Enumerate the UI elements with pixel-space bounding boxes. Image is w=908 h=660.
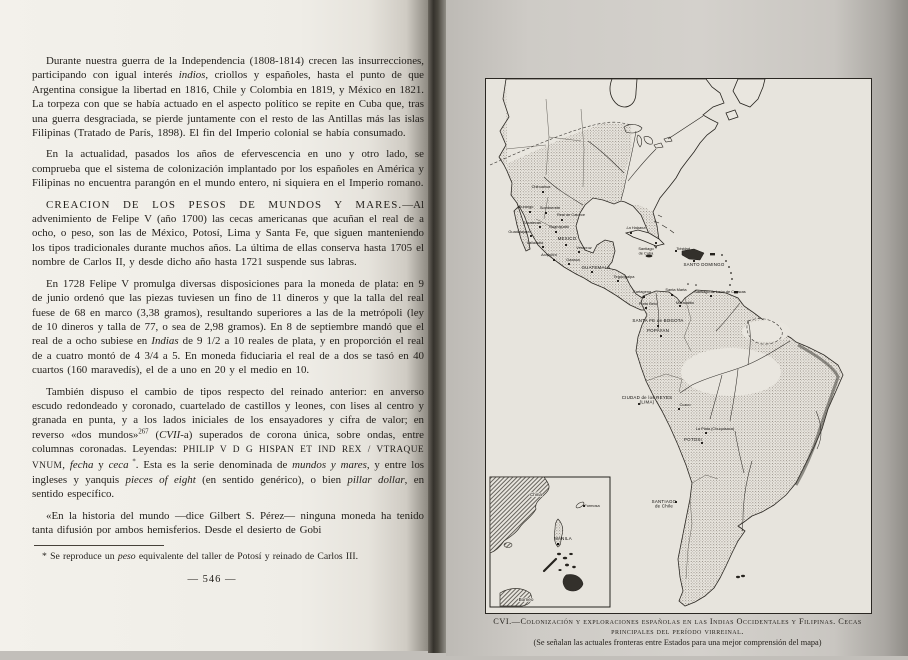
- map-label: Durango: [518, 204, 534, 209]
- map-label: Zacatecas: [523, 220, 541, 225]
- map-label: SANTO DOMINGO: [683, 262, 725, 267]
- figure-caption: [477, 617, 878, 648]
- footnote-rule: [34, 545, 164, 546]
- text-run: Indias: [151, 335, 179, 348]
- text-run: Durante nuestra guerra de la Independencia (1808-1814) crecen las insurrecciones, participando con igual interés: [32, 55, 424, 82]
- map-label: CIUDAD de los REYES (LIMA): [621, 395, 673, 405]
- city-marker: [530, 235, 532, 237]
- city-marker: [671, 294, 673, 296]
- city-marker: [568, 263, 570, 265]
- city-marker: [679, 305, 681, 307]
- figure-caption-line1: CVI.—Colonización y exploraciones españolas en las Indias Occidentales y Filipinas. Cecas: [493, 617, 862, 626]
- text-run: , en sentido específico.: [32, 473, 425, 501]
- right-page: [446, 0, 908, 656]
- text-run: * Se reproduce un: [42, 550, 118, 562]
- newfoundland-island: [726, 110, 738, 120]
- city-marker: [655, 242, 657, 244]
- footnote: [32, 551, 424, 564]
- city-marker: [643, 296, 645, 298]
- map-label: La Plata (Chuquisaca): [695, 426, 735, 431]
- text-run: «En la historia del mundo —dice Gilbert S. Pérez— ninguna moneda ha tenido tanta difusión por ambos hemisferios. Desde el desierto de Gobi: [32, 509, 424, 537]
- map-label: POTOSI: [683, 437, 703, 442]
- text-run: (en sentido genérico), o bien: [195, 473, 348, 486]
- map-label: Santiago de Cuba: [638, 246, 654, 256]
- page-number: — 546 —: [187, 574, 237, 586]
- text-run: (: [148, 428, 160, 441]
- text-run: CREACION DE LOS PESOS DE MUNDOS Y MARES.: [46, 198, 403, 211]
- map-figure: [485, 78, 872, 614]
- text-run: *: [128, 457, 136, 465]
- map-label: SANTIAGO de Chile: [651, 499, 677, 509]
- labrador-coast: [733, 79, 765, 107]
- text-run: ceca: [108, 458, 129, 471]
- map-label: GUATEMALA: [581, 265, 611, 270]
- text-run: , y entre los ingleses y yanquis: [32, 458, 424, 486]
- city-marker: [701, 442, 703, 444]
- figure-caption-line2: principales del período virreinal.: [611, 627, 744, 636]
- map-label: Cartagena: [632, 289, 652, 294]
- map-label: Sombrerete: [539, 205, 561, 210]
- map-label: Trinidad: [676, 246, 690, 251]
- map-label: Guanajuato: [548, 224, 570, 229]
- map-label: Santa Marta: [665, 287, 687, 292]
- city-marker: [561, 219, 563, 221]
- city-marker: [678, 408, 680, 410]
- map-label: La Habana: [626, 225, 646, 230]
- city-marker: [660, 335, 662, 337]
- map-label: Acapulco: [540, 252, 558, 257]
- text-run: , criollos y españoles, hasta el punto de que Argentina consigue la libertad en 1816, Chile y Colombia en 1819, y México en 1821. La torpeza con que se había actuado en el aspecto político se repite en Cuba que, tras una guerra desgraciada, se pierde juntamente con el resto de las Antillas más las islas Filipinas (Tratado de París, 1898). El fin del Imperio colonial se había consumado.: [32, 69, 424, 140]
- map-label: Porto Belo: [638, 301, 658, 306]
- text-run: PHILIP V D G HISPAN ET IND REX / VTRAQUE VNUM: [32, 445, 424, 471]
- map-label: MANILA: [554, 536, 572, 541]
- map-label: Valladolid: [526, 240, 544, 245]
- map-label: Santiago de León de Caracas: [694, 289, 746, 294]
- text-run: ,: [62, 458, 70, 471]
- city-marker: [617, 280, 619, 282]
- map-label: MEXICO: [557, 236, 577, 241]
- text-run: —Al advenimiento de Felipe V (año 1700) las cecas americanas que acuñan el real de a ocho, o peso, son las de México, Potosí, Lima y Santa Fe, que siguen manteniendo los tipos tradicionales durante muchos años. La última de ellas conserva hasta 1705 el nombre de Carlos II, y desde dicho año hasta 1721 suspende sus labras.: [32, 198, 424, 269]
- city-marker: [565, 244, 567, 246]
- map-label: Veracruz: [576, 245, 592, 250]
- americas-map: [486, 79, 871, 613]
- text-run: -a) superados de corona única, sobre ondas, entre columnas coronadas. Leyendas:: [32, 428, 424, 456]
- text-run: y: [93, 458, 109, 471]
- text-run: fecha: [69, 458, 94, 471]
- map-label: POPAYAN: [647, 328, 669, 333]
- map-label: Cuzco: [679, 402, 691, 407]
- city-marker: [545, 212, 547, 214]
- paragraph: [32, 54, 424, 140]
- city-marker: [555, 231, 557, 233]
- text-run: También dispuso el cambio de tipos respecto del reinado anterior: en anverso escudo redondeado y coronado, cuartelado de castillos y leones, con lises al centro y granada en punta, y a los lados iniciales de los ensayadores y cifra de valor; en reverso «dos mundos»: [32, 385, 424, 441]
- paragraph: [32, 277, 424, 378]
- map-label: Borneo: [518, 597, 534, 602]
- city-marker: [630, 232, 632, 234]
- city-marker: [542, 246, 544, 248]
- text-run: pieces of eight: [125, 473, 196, 486]
- map-label: Chihuahua: [531, 184, 551, 189]
- text-run: pillar dollar: [347, 473, 405, 486]
- text-run: En 1728 Felipe V promulga diversas disposiciones para la moneda de plata: en 9 de junio ordenó que las piezas tuviesen un fino de 11 dineros y que la talla del real fuese de 68 en marco (3,38 gramos), resultando superiores a las de la metrópoli (ley de 10 dineros y talla de 77, o sea de 2,98 gramos). En 8 de septiembre mandó que el real de a ocho subiese en: [32, 277, 424, 348]
- map-label: Guadalajara: [508, 229, 530, 234]
- hainan-island: [504, 543, 512, 548]
- left-page: [0, 0, 428, 651]
- city-marker: [710, 295, 712, 297]
- figure-caption-note: (Se señalan las actuales fronteras entre Estados para una mejor comprensión del mapa): [533, 638, 822, 647]
- falkland-islands: [736, 575, 745, 578]
- city-marker: [705, 432, 707, 434]
- map-label: Formosa: [584, 503, 600, 508]
- body-text: [32, 54, 424, 538]
- city-marker: [645, 307, 647, 309]
- paragraph: [32, 509, 424, 538]
- text-run: mundos y mares: [292, 458, 367, 471]
- map-label: Maracaibo: [675, 300, 695, 305]
- city-marker: [553, 259, 555, 261]
- text-run: En la actualidad, pasados los años de efervescencia en uno y otro lado, se comprueba que el sistema de colonización implantado por los españoles en América y Filipinas no encuentra parangón en el mundo entero, ni siquiera en el Imperio romano.: [32, 148, 424, 190]
- map-label: China: [529, 492, 543, 497]
- city-marker: [591, 271, 593, 273]
- city-marker: [578, 251, 580, 253]
- map-label: SANTA FE de BOGOTA: [632, 318, 684, 323]
- text-run: de 9 1/2 a 10 reales de plata, y en proporción el real de a cuatro montó de 4 3/4 a 5. En moneda fiduciaria el real de a dos se tasó en 40 cuartos (160 maravedís), el de a uno en 20 y el medio en 10.: [32, 335, 424, 377]
- text-run: 267: [138, 428, 149, 436]
- map-label: Tegucigalpa: [613, 274, 635, 279]
- puerto-rico-island: [710, 253, 715, 255]
- city-marker: [529, 211, 531, 213]
- paragraph: [32, 147, 424, 190]
- paragraph: [32, 198, 424, 270]
- text-run: equivalente del taller de Potosí y reinado de Carlos III.: [135, 550, 359, 562]
- text-run: . Esta es la serie denominada de: [135, 458, 293, 471]
- text-run: indios: [178, 69, 206, 82]
- page-gutter: [428, 0, 446, 653]
- lesser-antilles: [687, 254, 738, 293]
- city-marker: [539, 226, 541, 228]
- text-run: CVII: [159, 428, 181, 441]
- manila-marker: [557, 543, 559, 545]
- philippines-inset: [490, 477, 610, 607]
- map-label: Real de Catorce: [556, 212, 586, 217]
- map-label: Oaxaca: [566, 257, 580, 262]
- paragraph: [32, 385, 424, 502]
- left-page-text-column: [32, 54, 424, 585]
- city-marker: [542, 191, 544, 193]
- city-marker: [657, 325, 659, 327]
- text-run: peso: [117, 550, 136, 562]
- orinoco-llanos-clear: [742, 320, 790, 342]
